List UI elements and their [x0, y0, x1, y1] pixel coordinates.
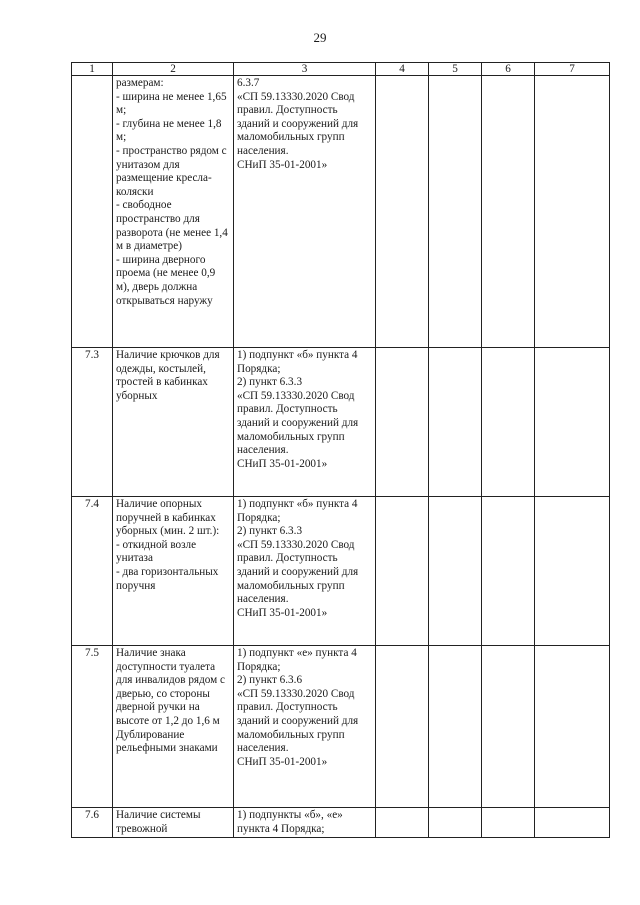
column-header: 6 — [482, 63, 535, 76]
blank-cell — [376, 497, 429, 646]
blank-cell — [535, 348, 610, 497]
reference-cell: 6.3.7 «СП 59.13330.2020 Свод правил. Доступность зданий и сооружений для маломобильных групп населения. СНиП 35-01-2001» — [234, 76, 376, 348]
table-header-row — [72, 63, 610, 76]
accessibility-checklist-table — [71, 62, 610, 838]
column-header: 5 — [429, 63, 482, 76]
blank-cell — [429, 808, 482, 838]
reference-cell: 1) подпункт «б» пункта 4 Порядка; 2) пункт 6.3.3 «СП 59.13330.2020 Свод правил. Доступность зданий и сооружений для маломобильных групп населения. СНиП 35-01-2001» — [234, 348, 376, 497]
blank-cell — [376, 76, 429, 348]
table-row — [72, 646, 610, 808]
blank-cell — [429, 348, 482, 497]
row-number: 7.3 — [72, 348, 113, 497]
column-header: 2 — [113, 63, 234, 76]
reference-cell: 1) подпункт «б» пункта 4 Порядка; 2) пункт 6.3.3 «СП 59.13330.2020 Свод правил. Доступность зданий и сооружений для маломобильных групп населения. СНиП 35-01-2001» — [234, 497, 376, 646]
row-number: 7.5 — [72, 646, 113, 808]
criterion-cell: Наличие крючков для одежды, костылей, тростей в кабинках уборных — [113, 348, 234, 497]
row-number — [72, 76, 113, 348]
blank-cell — [482, 808, 535, 838]
table-row — [72, 348, 610, 497]
reference-cell: 1) подпункт «е» пункта 4 Порядка; 2) пункт 6.3.6 «СП 59.13330.2020 Свод правил. Доступность зданий и сооружений для маломобильных групп населения. СНиП 35-01-2001» — [234, 646, 376, 808]
blank-cell — [535, 76, 610, 348]
blank-cell — [535, 808, 610, 838]
column-header: 4 — [376, 63, 429, 76]
blank-cell — [535, 497, 610, 646]
page-number: 29 — [313, 30, 327, 45]
criterion-cell: размерам: - ширина не менее 1,65 м; - глубина не менее 1,8 м; - пространство рядом с унитазом для размещение кресла-коляски - свободное пространство для разворота (не менее 1,4 м в диаметре) - ширина дверного проема (не менее 0,9 м), дверь должна открываться наружу — [113, 76, 234, 348]
blank-cell — [482, 348, 535, 497]
blank-cell — [376, 646, 429, 808]
blank-cell — [535, 646, 610, 808]
blank-cell — [429, 76, 482, 348]
blank-cell — [376, 808, 429, 838]
criterion-cell: Наличие опорных поручней в кабинках уборных (мин. 2 шт.): - откидной возле унитаза - два горизонтальных поручня — [113, 497, 234, 646]
table-row — [72, 497, 610, 646]
blank-cell — [429, 497, 482, 646]
blank-cell — [482, 497, 535, 646]
criterion-cell: Наличие знака доступности туалета для инвалидов рядом с дверью, со стороны дверной ручки на высоте от 1,2 до 1,6 м Дублирование рельефными знаками — [113, 646, 234, 808]
criterion-cell: Наличие системы тревожной — [113, 808, 234, 838]
column-header: 3 — [234, 63, 376, 76]
blank-cell — [482, 76, 535, 348]
row-number: 7.4 — [72, 497, 113, 646]
row-number: 7.6 — [72, 808, 113, 838]
column-header: 7 — [535, 63, 610, 76]
blank-cell — [429, 646, 482, 808]
table-row — [72, 808, 610, 838]
reference-cell: 1) подпункты «б», «е» пункта 4 Порядка; — [234, 808, 376, 838]
blank-cell — [376, 348, 429, 497]
table-row — [72, 76, 610, 348]
blank-cell — [482, 646, 535, 808]
column-header: 1 — [72, 63, 113, 76]
